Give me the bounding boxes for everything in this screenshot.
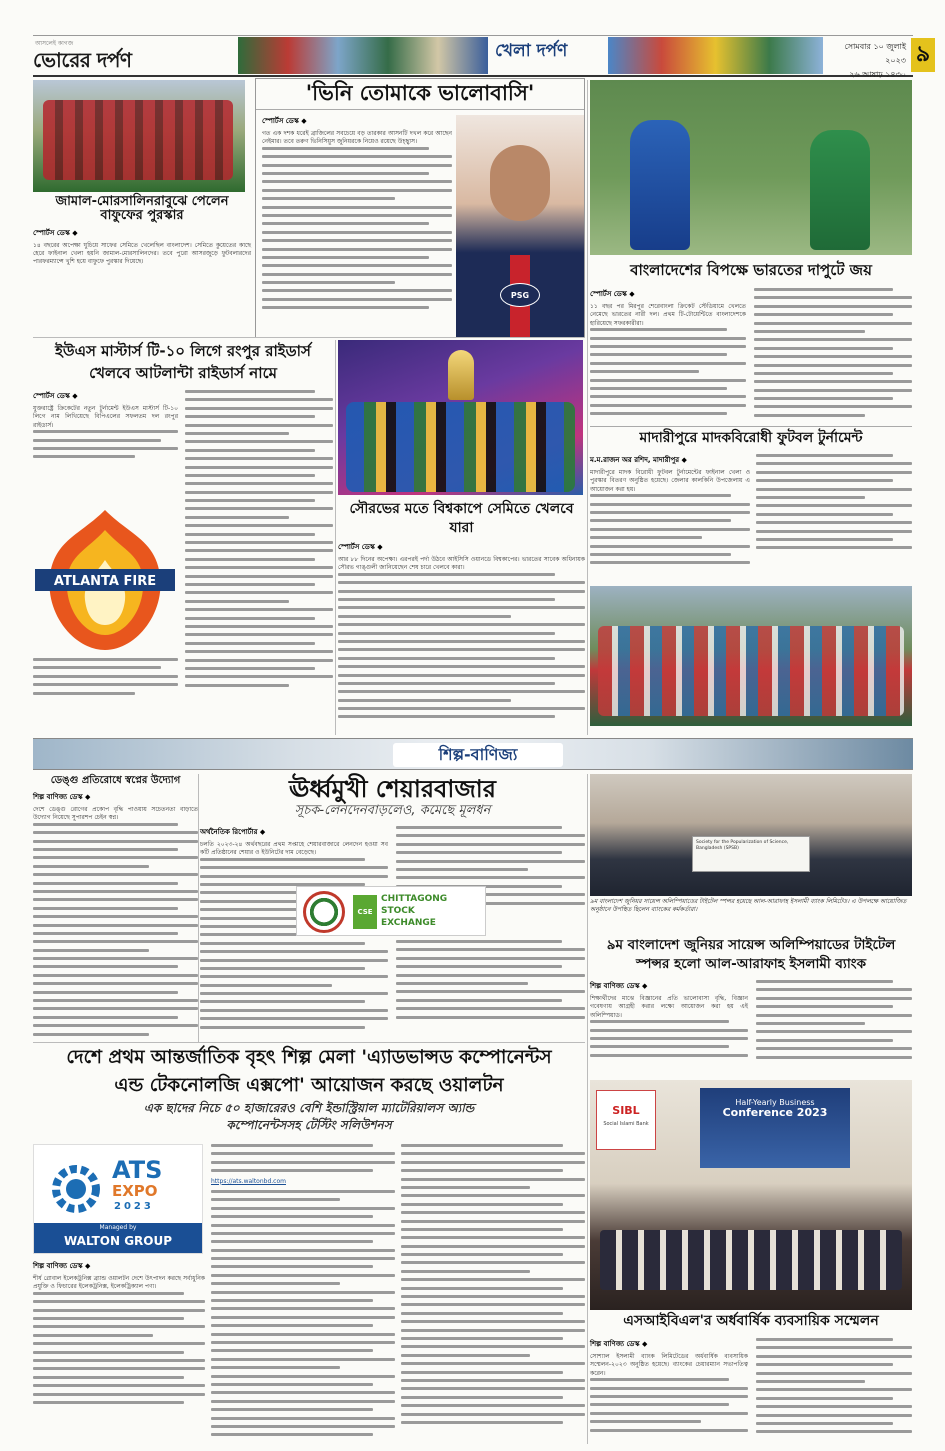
article-usa-masters (33, 340, 333, 732)
article-sibl (590, 1314, 912, 1444)
article-bd-india-body (590, 303, 746, 415)
managed-by-label: Managed by (99, 1224, 137, 1231)
sibl-banner-name: Social Islami Bank (603, 1121, 649, 1128)
article-expo-body (33, 1275, 205, 1439)
panel-table (600, 1230, 902, 1290)
article-olympiad-lead: শিক্ষার্থীদের মাঝে বিজ্ঞানের প্রতি ভালোবাসা বৃদ্ধি, বিজ্ঞান গবেষণায় আগ্রহী করার লক্ষ্যে আয়োজন করা হয় এই অলিম্পিয়াড। (590, 995, 748, 1019)
article-sibl-lead: সোশ্যাল ইসলামী ব্যাংক লিমিটেডের অর্ধবার্ষিক ব্যবসায়িক সম্মেলন-২০২৩ অনুষ্ঠিত হয়েছে। ব্যাংকের চেয়ারম্যান সভাপতিত্ব করেন। (590, 1353, 748, 1377)
article-madaripur-col2 (756, 454, 912, 555)
ats-expo-logo (33, 1144, 203, 1254)
conference-screen (700, 1088, 850, 1168)
article-madaripur-title: মাদারীপুরে মাদকবিরোধী ফুটবল টুর্নামেন্ট (590, 426, 912, 446)
cheque-board (692, 836, 810, 872)
article-expo-lead: শীর্ষ গ্লোবাল ইলেকট্রনিক্স ব্র্যান্ড ওয়ালটন দেশে উৎপাদন করছে সর্বাধুনিক প্রযুক্তি ও ফিচারের ইলেকট্রনিক্স, ইলেকট্রিক্যাল পণ্য। (33, 1275, 205, 1291)
article-expo-subtitle-line2: কম্পোনেন্টসসহ টেস্টিং সলিউশনস (226, 1118, 392, 1132)
world-cup-captains-photo (338, 340, 583, 495)
article-jamal-reporter: স্পোর্টস ডেস্ক ◆ (33, 228, 78, 237)
article-expo-col1 (33, 1260, 205, 1439)
header-photo-strip-right (608, 37, 823, 74)
article-sibl-reporter: শিল্প বাণিজ্য ডেস্ক ◆ (590, 1340, 648, 1348)
olympiad-cheque-photo (590, 774, 912, 896)
cse-logo-wordmark (381, 893, 485, 929)
article-bd-india-reporter: স্পোর্টস ডেস্ক ◆ (590, 290, 635, 298)
cse-line3: EXCHANGE (381, 918, 436, 928)
article-dengue-lead: দেশে ডেঙ্গু রোগের প্রকোপ বৃদ্ধি পাওয়ায় সচেতনতা বাড়াতে উদ্যোগ নিয়েছে সুপারশপ চেইন স্বপ্ন। (33, 806, 198, 822)
trophy-icon (448, 350, 474, 400)
article-sibl-title: এসআইবিএল'র অর্ধবার্ষিক ব্যবসায়িক সম্মেলন (623, 1313, 879, 1329)
psg-badge-label: PSG (510, 291, 530, 300)
issue-date (828, 40, 906, 79)
article-vini-lead: গত এক দশক ধরেই ব্রাজিলের সবচেয়ে বড় তারকার আসনটি দখল করে আছেন নেইমার। তবে তরুণ ভিনিসিয়ুস জুনিয়রকে নিয়েও রয়েছে উচ্ছ্বাস। (262, 130, 452, 146)
article-madaripur-lead: মাদারীপুরে মাদক বিরোধী ফুটবল টুর্নামেন্টের ফাইনাল খেলা ও পুরস্কার বিতরণ অনুষ্ঠিত হয়েছে। জেলার কালকিনি উপজেলায় এ আয়োজন করা হয়। (590, 469, 750, 493)
article-usa-masters-lead: যুক্তরাষ্ট্রে ক্রিকেটের নতুন টুর্নামেন্ট ইউএস মাস্টার্স টি-১০ লিগে নাম লিখিয়েছে বিপিএলের সফলতম দল রংপুর রাইডার্স। (33, 405, 178, 429)
article-madaripur (590, 426, 912, 728)
section-title: খেলা দর্পণ (495, 41, 568, 61)
article-saurav-reporter: স্পোর্টস ডেস্ক ◆ (338, 543, 383, 551)
article-olympiad-col2 (756, 980, 912, 1064)
article-saurav (338, 500, 585, 732)
article-share (200, 774, 585, 1042)
sibl-banner-left (596, 1090, 656, 1150)
screen-line2: Conference 2023 (722, 1106, 828, 1119)
cse-logo-abbr: CSE (357, 908, 373, 916)
article-olympiad-body (590, 995, 748, 1057)
prize-players (598, 626, 904, 716)
business-banner (33, 738, 913, 770)
article-sibl-body (590, 1353, 748, 1432)
cricket-photo (590, 80, 912, 255)
section-rule (33, 337, 585, 338)
cheque-payee: Society for the Popularization of Science, Bangladesh (SPSB) (696, 840, 789, 851)
article-jamal-body (33, 242, 251, 267)
article-dengue-title: ডেঙ্গু প্রতিরোধে স্বপ্নের উদ্যোগ (50, 775, 181, 786)
article-expo-subtitle-line1: এক ছাদের নিচে ৫০ হাজারেরও বেশি ইন্ডাস্ট্রিয়াল ম্যাটেরিয়ালস অ্যান্ড (143, 1101, 475, 1115)
article-expo-col2 (211, 1144, 395, 1444)
brand-name: ভোরের দর্পণ (33, 48, 132, 72)
dse-seal-icon (303, 891, 345, 933)
article-share-title: ঊর্ধ্বমুখী শেয়ারবাজার (289, 775, 496, 803)
article-dengue-reporter: শিল্প বাণিজ্য ডেস্ক ◆ (33, 793, 91, 801)
article-share-subtitle: সূচক-লেনদেনবাড়লেও, কমেছে মূলধন (294, 803, 491, 818)
expo-year: 2023 (114, 1201, 154, 1212)
article-usa-masters-col1 (33, 390, 178, 464)
players-group (43, 100, 233, 180)
cse-logo-icon (353, 895, 377, 929)
captains-row (346, 402, 575, 492)
article-usa-masters-col2 (185, 390, 333, 730)
article-expo-col2-body (211, 1144, 395, 1436)
article-madaripur-reporter: ম.ম.রাজন অর রশিদ, মাদারীপুর ◆ (590, 456, 687, 464)
article-sibl-col2 (756, 1338, 912, 1439)
stock-exchange-logos (296, 886, 486, 936)
article-bd-india-lead: ১১ বছর পর মিরপুর শেরেবাংলা ক্রিকেট স্টেডিয়ামে খেলতে নেমেছে ভারতের নারী দল। প্রথম টি-টোয়েন্টিতে বাংলাদেশকে হারিয়েছে সফরকারীরা। (590, 303, 746, 327)
expo-wordmark: EXPO (112, 1182, 158, 1200)
screen-line1: Half-Yearly Business (735, 1098, 815, 1107)
article-dengue (33, 774, 198, 1074)
article-expo-title-line1: দেশে প্রথম আন্তর্জাতিক বৃহৎ শিল্প মেলা 'এ্যাডভান্সড কম্পোনেন্টস (66, 1047, 552, 1068)
column-rule (198, 774, 199, 1042)
article-dengue-body (33, 806, 198, 1056)
ats-wordmark: ATS (112, 1156, 163, 1184)
column-rule (335, 340, 336, 735)
article-jamal-title: জামাল-মোরসালিনরাবুঝে পেলেন বাফুফের পুরস্কার (55, 194, 229, 224)
article-olympiad (590, 936, 912, 1076)
article-jamal (33, 195, 251, 333)
batter-india (630, 120, 690, 250)
article-expo-col3 (401, 1144, 585, 1444)
expo-website-link[interactable]: https://ats.waltonbd.com (211, 1177, 286, 1185)
article-share-reporter: অর্থনৈতিক রিপোর্টার ◆ (200, 828, 266, 836)
madaripur-prize-photo (590, 586, 912, 726)
batter-bangladesh (810, 130, 870, 250)
article-expo-reporter: শিল্প বাণিজ্য ডেস্ক ◆ (33, 1262, 91, 1270)
article-bd-india (590, 262, 912, 422)
article-vini-body (262, 130, 452, 335)
article-madaripur-body (590, 469, 750, 564)
olympiad-caption: ৯ম বাংলাদেশ জুনিয়র সায়েন্স অলিম্পিয়াডের টাইটেল স্পন্সর হয়েছে আল-আরাফাহ ইসলামী ব্যাংক লিমিটেড। এ উপলক্ষে আয়োজিত অনুষ্ঠানে উপস্থিত ছিলেন ব্যাংকের কর্মকর্তারা। (590, 898, 907, 913)
sibl-banner-logo: SIBL (612, 1104, 640, 1117)
column-rule (587, 80, 588, 735)
article-saurav-title: সৌরভের মতে বিশ্বকাপে সেমিতে খেলবে যারা (349, 501, 574, 536)
issue-date-english: সোমবার ১০ জুলাই ২০২৩ (844, 42, 906, 65)
cse-line1: CHITTAGONG (381, 894, 448, 904)
article-share-col2-tail (396, 940, 585, 1024)
brand-block (33, 38, 233, 74)
article-madaripur-col1 (590, 454, 750, 570)
football-team-photo (33, 80, 245, 192)
article-share-lead: চলতি ২০২৩-২৪ অর্থবছরের প্রথম সপ্তাহে শেয়ারবাজারে লেনদেন হওয়া সব কটি প্রতিষ্ঠানের শেয়ার ও ইউনিটের দাম বেড়েছে। (200, 841, 388, 857)
atlanta-fire-logo (35, 505, 175, 655)
header-photo-strip-left (238, 37, 488, 74)
page-header (33, 35, 931, 79)
article-sibl-col1 (590, 1338, 748, 1437)
issue-date-bangla: ২৬ আষাঢ় ১৪৩০ (849, 70, 906, 79)
psg-badge-icon (500, 283, 540, 307)
sibl-conference-photo (590, 1080, 912, 1310)
article-vini-text (262, 115, 452, 335)
article-expo-title-line2: এন্ড টেকনোলজি এক্সপো' আয়োজন করছে ওয়ালটন (114, 1075, 504, 1096)
article-usa-masters-title: ইউএস মাস্টার্স টি-১০ লিগে রংপুর রাইডার্স খেলবে আটলান্টা রাইডার্স নামে (55, 342, 311, 382)
article-saurav-body (338, 556, 585, 726)
article-bd-india-col1 (590, 288, 746, 421)
article-vini-title: 'ভিনি তোমাকে ভালোবাসি' (256, 79, 584, 110)
gear-icon (48, 1161, 104, 1217)
article-saurav-lead: আর ৮৮ দিনের অপেক্ষা। এরপরই পর্দা উঠবে আইসিসি ওয়ানডে বিশ্বকাপের। ভারতের সাবেক অধিনায়ক সৌরভ গাঙ্গুলী জানিয়েছেন শেষ চারে খেলবে কারা। (338, 556, 585, 572)
walton-strip (34, 1223, 202, 1253)
article-usa-masters-body (33, 405, 178, 458)
article-bd-india-title: বাংলাদেশের বিপক্ষে ভারতের দাপুটে জয় (630, 261, 872, 279)
column-rule (587, 774, 588, 1444)
article-jamal-lead: ১৪ বছরের অপেক্ষা ঘুচিয়ে সাফের সেমিতে খেলেছিল বাংলাদেশ। সেমিতে কুয়েতের কাছে হেরে ফাইনাল খেলা হয়নি জামাল-মোরসালিনদের। তবে পুরো আসরজুড়ে ফুটবলারদের পারফরম্যান্সে খুশি হয়ে বাফুফে পুরস্কার দিয়েছে। (33, 241, 251, 266)
flame-shield-icon (35, 505, 175, 655)
article-vini-reporter: স্পোর্টস ডেস্ক ◆ (262, 117, 307, 125)
walton-group-label: WALTON GROUP (63, 1234, 173, 1248)
article-expo (33, 1044, 585, 1444)
neymar-photo (456, 115, 584, 337)
atlanta-fire-logo-text: ATLANTA FIRE (53, 574, 157, 589)
page-number: ৯ (911, 38, 935, 72)
section-rule (33, 1042, 585, 1043)
player-head (490, 145, 550, 221)
article-usa-masters-col1-tail (33, 658, 178, 700)
article-usa-masters-reporter: স্পোর্টস ডেস্ক ◆ (33, 392, 78, 400)
brand-tagline: আসলেই কাগজ (35, 40, 74, 47)
article-olympiad-title: ৯ম বাংলাদেশ জুনিয়র সায়েন্স অলিম্পিয়াডের টাইটেল স্পন্সর হলো আল-আরাফাহ ইসলামী ব্যাংক (606, 937, 896, 972)
article-olympiad-reporter: শিল্প বাণিজ্য ডেস্ক ◆ (590, 982, 648, 990)
cse-line2: STOCK (381, 906, 415, 916)
business-banner-title: শিল্প-বাণিজ্য (393, 743, 563, 767)
article-vini (255, 78, 585, 338)
article-olympiad-col1 (590, 980, 748, 1062)
article-bd-india-col2 (754, 288, 912, 422)
